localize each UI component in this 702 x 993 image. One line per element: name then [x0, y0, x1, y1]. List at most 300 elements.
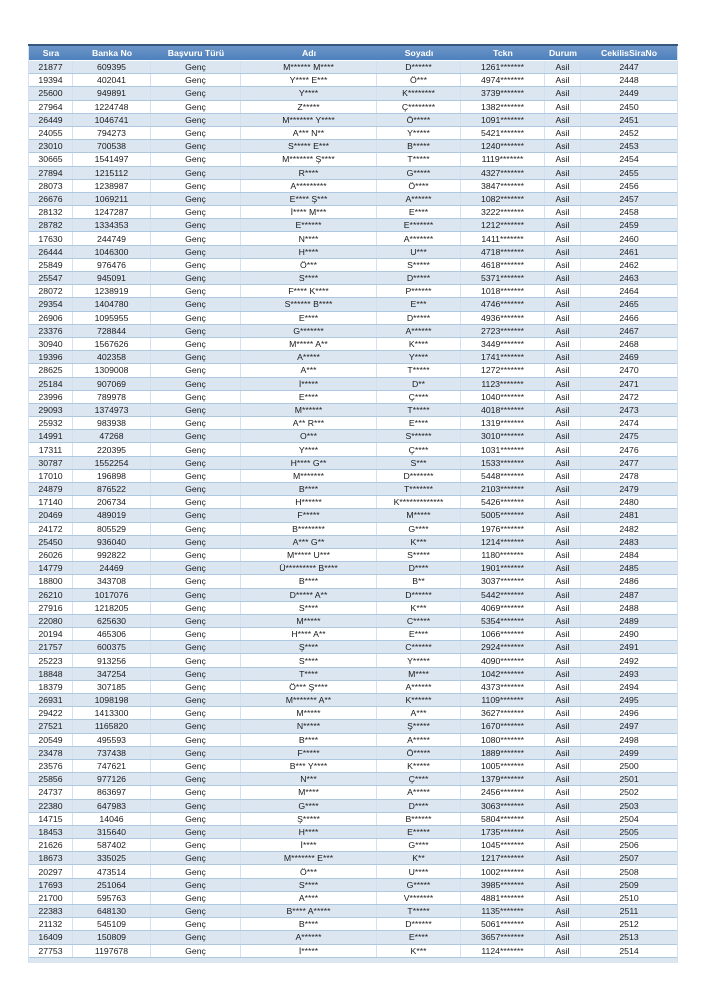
cell-banka_no: 949891 — [73, 87, 151, 99]
table-row — [29, 760, 677, 773]
cell-cekilis_sira_no: 2504 — [619, 813, 639, 824]
cell-soyadi: Ö***** — [377, 747, 461, 759]
cell-soyadi: D**** — [377, 562, 461, 574]
cell-durum: Asil — [545, 443, 581, 455]
table-row — [29, 378, 677, 391]
cell-adi: Ö*** — [241, 865, 377, 877]
cell-cekilis_sira_no: 2466 — [619, 312, 639, 323]
cell-banka_no: 945091 — [73, 272, 151, 284]
cell-soyadi: C****** — [377, 641, 461, 653]
cell-basvuru_turu: Genç — [151, 153, 241, 165]
cell-durum: Asil — [545, 760, 581, 772]
cell-durum: Asil — [545, 140, 581, 152]
cell-cekilis_sira_no: 2468 — [619, 339, 639, 350]
cell-soyadi: A****** — [377, 193, 461, 205]
cell-durum: Asil — [545, 61, 581, 73]
cell-basvuru_turu: Genç — [151, 74, 241, 86]
cell-cekilis_sira_no: 2459 — [619, 220, 639, 231]
table-row — [29, 219, 677, 232]
cell-basvuru_turu: Genç — [151, 140, 241, 152]
cell-adi: B**** — [241, 918, 377, 930]
cell-tckn: 1119******* — [461, 153, 545, 165]
cell-soyadi: Ç******** — [377, 101, 461, 113]
cell-banka_no: 647983 — [73, 800, 151, 812]
table-row — [29, 325, 677, 338]
cell-sira: 27521 — [29, 720, 73, 732]
cell-adi: N***** — [241, 720, 377, 732]
cell-soyadi: M**** — [377, 668, 461, 680]
column-header-cekilis_sira_no: CekilisSiraNo — [600, 47, 657, 58]
cell-banka_no: 976476 — [73, 259, 151, 271]
cell-adi: S****** B**** — [241, 298, 377, 310]
cell-cekilis_sira_no: 2487 — [619, 589, 639, 600]
cell-tckn: 1002******* — [461, 865, 545, 877]
table-row — [29, 536, 677, 549]
cell-soyadi: D****** — [377, 589, 461, 601]
cell-basvuru_turu: Genç — [151, 338, 241, 350]
cell-tckn: 2103******* — [461, 483, 545, 495]
cell-soyadi: D***** — [377, 312, 461, 324]
cell-basvuru_turu: Genç — [151, 127, 241, 139]
cell-cekilis_sira_no: 2505 — [619, 826, 639, 837]
cell-durum: Asil — [545, 312, 581, 324]
cell-soyadi: D**** — [377, 800, 461, 812]
cell-basvuru_turu: Genç — [151, 457, 241, 469]
cell-basvuru_turu: Genç — [151, 931, 241, 943]
cell-adi: M**** — [241, 786, 377, 798]
cell-basvuru_turu: Genç — [151, 641, 241, 653]
cell-cekilis_sira_no: 2451 — [619, 114, 639, 125]
cell-tckn: 1091******* — [461, 114, 545, 126]
cell-soyadi: D****** — [377, 918, 461, 930]
cell-tckn: 4069******* — [461, 602, 545, 614]
cell-banka_no: 876522 — [73, 483, 151, 495]
cell-adi: Ş**** — [241, 641, 377, 653]
cell-banka_no: 747621 — [73, 760, 151, 772]
cell-soyadi: E**** — [377, 931, 461, 943]
cell-adi: H**** G** — [241, 457, 377, 469]
cell-banka_no: 1238987 — [73, 180, 151, 192]
cell-sira: 23996 — [29, 391, 73, 403]
cell-sira: 25547 — [29, 272, 73, 284]
cell-basvuru_turu: Genç — [151, 61, 241, 73]
cell-cekilis_sira_no: 2492 — [619, 655, 639, 666]
cell-basvuru_turu: Genç — [151, 417, 241, 429]
cell-banka_no: 1165820 — [73, 720, 151, 732]
cell-tckn: 3847******* — [461, 180, 545, 192]
cell-durum: Asil — [545, 536, 581, 548]
cell-durum: Asil — [545, 747, 581, 759]
cell-soyadi: Ö**** — [377, 180, 461, 192]
cell-durum: Asil — [545, 470, 581, 482]
cell-tckn: 4936******* — [461, 312, 545, 324]
cell-cekilis_sira_no: 2449 — [619, 88, 639, 99]
cell-cekilis_sira_no: 2469 — [619, 352, 639, 363]
cell-banka_no: 220395 — [73, 443, 151, 455]
cell-banka_no: 206734 — [73, 496, 151, 508]
cell-soyadi: T***** — [377, 905, 461, 917]
cell-banka_no: 789978 — [73, 391, 151, 403]
cell-adi: E**** — [241, 391, 377, 403]
table-body — [29, 61, 677, 958]
cell-basvuru_turu: Genç — [151, 615, 241, 627]
cell-sira: 19396 — [29, 351, 73, 363]
table-row — [29, 641, 677, 654]
cell-durum: Asil — [545, 457, 581, 469]
cell-soyadi: A***** — [377, 786, 461, 798]
cell-tckn: 2924******* — [461, 641, 545, 653]
cell-adi: E**** — [241, 312, 377, 324]
cell-adi: B*** Y**** — [241, 760, 377, 772]
cell-tckn: 3657******* — [461, 931, 545, 943]
cell-soyadi: E******* — [377, 219, 461, 231]
cell-adi: İ***** — [241, 945, 377, 957]
cell-cekilis_sira_no: 2481 — [619, 510, 639, 521]
cell-cekilis_sira_no: 2513 — [619, 932, 639, 943]
cell-banka_no: 465306 — [73, 628, 151, 640]
cell-soyadi: T***** — [377, 364, 461, 376]
cell-soyadi: S*** — [377, 457, 461, 469]
cell-soyadi: Y***** — [377, 654, 461, 666]
cell-banka_no: 1309008 — [73, 364, 151, 376]
cell-sira: 21757 — [29, 641, 73, 653]
cell-basvuru_turu: Genç — [151, 87, 241, 99]
cell-banka_no: 1374973 — [73, 404, 151, 416]
cell-cekilis_sira_no: 2485 — [619, 563, 639, 574]
cell-adi: A**** — [241, 892, 377, 904]
cell-cekilis_sira_no: 2477 — [619, 457, 639, 468]
cell-adi: Ü********* B**** — [241, 562, 377, 574]
cell-cekilis_sira_no: 2506 — [619, 840, 639, 851]
table-row — [29, 575, 677, 588]
cell-sira: 21132 — [29, 918, 73, 930]
cell-cekilis_sira_no: 2461 — [619, 246, 639, 257]
cell-basvuru_turu: Genç — [151, 694, 241, 706]
cell-soyadi: M***** — [377, 509, 461, 521]
cell-sira: 26906 — [29, 312, 73, 324]
cell-durum: Asil — [545, 549, 581, 561]
cell-adi: B**** — [241, 734, 377, 746]
cell-durum: Asil — [545, 681, 581, 693]
table-row — [29, 523, 677, 536]
cell-sira: 18453 — [29, 826, 73, 838]
cell-basvuru_turu: Genç — [151, 523, 241, 535]
cell-adi: E**** Ş*** — [241, 193, 377, 205]
cell-cekilis_sira_no: 2467 — [619, 325, 639, 336]
cell-tckn: 5442******* — [461, 589, 545, 601]
table-row — [29, 351, 677, 364]
cell-sira: 30787 — [29, 457, 73, 469]
cell-durum: Asil — [545, 575, 581, 587]
cell-sira: 25856 — [29, 773, 73, 785]
cell-adi: İ**** — [241, 839, 377, 851]
cell-cekilis_sira_no: 2484 — [619, 550, 639, 561]
cell-tckn: 3037******* — [461, 575, 545, 587]
cell-adi: B**** — [241, 483, 377, 495]
cell-tckn: 1180******* — [461, 549, 545, 561]
cell-durum: Asil — [545, 562, 581, 574]
cell-cekilis_sira_no: 2514 — [619, 945, 639, 956]
cell-soyadi: K*** — [377, 945, 461, 957]
cell-cekilis_sira_no: 2479 — [619, 484, 639, 495]
cell-banka_no: 1218205 — [73, 602, 151, 614]
cell-adi: M***** — [241, 615, 377, 627]
cell-basvuru_turu: Genç — [151, 826, 241, 838]
cell-tckn: 2456******* — [461, 786, 545, 798]
cell-tckn: 3739******* — [461, 87, 545, 99]
column-header-tckn: Tckn — [493, 47, 513, 58]
cell-sira: 27894 — [29, 167, 73, 179]
cell-banka_no: 335025 — [73, 852, 151, 864]
cell-banka_no: 489019 — [73, 509, 151, 521]
table-row — [29, 628, 677, 641]
cell-adi: M******* Y**** — [241, 114, 377, 126]
cell-tckn: 1382******* — [461, 101, 545, 113]
cell-soyadi: D***** — [377, 272, 461, 284]
cell-banka_no: 495593 — [73, 734, 151, 746]
cell-soyadi: E**** — [377, 628, 461, 640]
cell-soyadi: Y***** — [377, 127, 461, 139]
cell-adi: M******* Ş**** — [241, 153, 377, 165]
cell-tckn: 1217******* — [461, 852, 545, 864]
cell-sira: 26931 — [29, 694, 73, 706]
cell-basvuru_turu: Genç — [151, 918, 241, 930]
cell-soyadi: B***** — [377, 140, 461, 152]
cell-soyadi: Ç**** — [377, 391, 461, 403]
cell-cekilis_sira_no: 2512 — [619, 919, 639, 930]
cell-durum: Asil — [545, 351, 581, 363]
cell-adi: Y**** E*** — [241, 74, 377, 86]
cell-banka_no: 983938 — [73, 417, 151, 429]
cell-sira: 25223 — [29, 654, 73, 666]
cell-durum: Asil — [545, 378, 581, 390]
cell-banka_no: 1017076 — [73, 589, 151, 601]
cell-basvuru_turu: Genç — [151, 378, 241, 390]
cell-tckn: 5426******* — [461, 496, 545, 508]
cell-soyadi: Ö*** — [377, 74, 461, 86]
cell-soyadi: E**** — [377, 206, 461, 218]
cell-basvuru_turu: Genç — [151, 232, 241, 244]
cell-tckn: 1080******* — [461, 734, 545, 746]
cell-durum: Asil — [545, 325, 581, 337]
table-row — [29, 945, 677, 958]
cell-cekilis_sira_no: 2476 — [619, 444, 639, 455]
cell-sira: 28073 — [29, 180, 73, 192]
table-row — [29, 114, 677, 127]
cell-tckn: 1124******* — [461, 945, 545, 957]
table-row — [29, 852, 677, 865]
column-header-durum: Durum — [549, 47, 577, 58]
cell-banka_no: 907069 — [73, 378, 151, 390]
cell-sira: 22383 — [29, 905, 73, 917]
cell-adi: D***** A** — [241, 589, 377, 601]
cell-cekilis_sira_no: 2491 — [619, 642, 639, 653]
table-row — [29, 800, 677, 813]
cell-tckn: 1319******* — [461, 417, 545, 429]
cell-basvuru_turu: Genç — [151, 589, 241, 601]
cell-soyadi: K*** — [377, 602, 461, 614]
cell-sira: 30665 — [29, 153, 73, 165]
cell-cekilis_sira_no: 2489 — [619, 615, 639, 626]
cell-soyadi: K*** — [377, 536, 461, 548]
cell-banka_no: 1334353 — [73, 219, 151, 231]
cell-basvuru_turu: Genç — [151, 364, 241, 376]
cell-tckn: 1018******* — [461, 285, 545, 297]
cell-sira: 19394 — [29, 74, 73, 86]
cell-soyadi: A****** — [377, 325, 461, 337]
cell-sira: 18379 — [29, 681, 73, 693]
cell-sira: 17010 — [29, 470, 73, 482]
cell-adi: A****** — [241, 931, 377, 943]
cell-tckn: 3063******* — [461, 800, 545, 812]
cell-banka_no: 315640 — [73, 826, 151, 838]
cell-adi: A***** — [241, 351, 377, 363]
table-row — [29, 654, 677, 667]
cell-banka_no: 863697 — [73, 786, 151, 798]
cell-sira: 21626 — [29, 839, 73, 851]
cell-cekilis_sira_no: 2509 — [619, 879, 639, 890]
cell-basvuru_turu: Genç — [151, 773, 241, 785]
cell-basvuru_turu: Genç — [151, 536, 241, 548]
cell-banka_no: 1069211 — [73, 193, 151, 205]
cell-basvuru_turu: Genç — [151, 101, 241, 113]
cell-sira: 23010 — [29, 140, 73, 152]
cell-adi: H****** — [241, 496, 377, 508]
cell-durum: Asil — [545, 865, 581, 877]
cell-basvuru_turu: Genç — [151, 259, 241, 271]
cell-basvuru_turu: Genç — [151, 707, 241, 719]
cell-sira: 25849 — [29, 259, 73, 271]
cell-durum: Asil — [545, 879, 581, 891]
table-row — [29, 931, 677, 944]
cell-cekilis_sira_no: 2452 — [619, 128, 639, 139]
cell-adi: H**** — [241, 826, 377, 838]
cell-sira: 28625 — [29, 364, 73, 376]
cell-sira: 30940 — [29, 338, 73, 350]
cell-cekilis_sira_no: 2508 — [619, 866, 639, 877]
cell-soyadi: E**** — [377, 417, 461, 429]
table-row — [29, 813, 677, 826]
cell-tckn: 1082******* — [461, 193, 545, 205]
cell-sira: 26444 — [29, 246, 73, 258]
cell-sira: 22380 — [29, 800, 73, 812]
table-row — [29, 905, 677, 918]
cell-adi: A** R*** — [241, 417, 377, 429]
cell-adi: N*** — [241, 773, 377, 785]
header-row — [29, 46, 677, 61]
cell-soyadi: T***** — [377, 404, 461, 416]
cell-adi: T**** — [241, 668, 377, 680]
cell-banka_no: 1247287 — [73, 206, 151, 218]
cell-durum: Asil — [545, 892, 581, 904]
cell-tckn: 5061******* — [461, 918, 545, 930]
cell-basvuru_turu: Genç — [151, 602, 241, 614]
cell-adi: M***** — [241, 707, 377, 719]
table-row — [29, 615, 677, 628]
cell-tckn: 1109******* — [461, 694, 545, 706]
cell-cekilis_sira_no: 2510 — [619, 892, 639, 903]
cell-durum: Asil — [545, 404, 581, 416]
cell-tckn: 3449******* — [461, 338, 545, 350]
cell-banka_no: 14046 — [73, 813, 151, 825]
cell-sira: 27964 — [29, 101, 73, 113]
cell-banka_no: 595763 — [73, 892, 151, 904]
cell-tckn: 1042******* — [461, 668, 545, 680]
cell-banka_no: 1552254 — [73, 457, 151, 469]
cell-durum: Asil — [545, 720, 581, 732]
cell-cekilis_sira_no: 2473 — [619, 404, 639, 415]
cell-cekilis_sira_no: 2478 — [619, 470, 639, 481]
table-row — [29, 443, 677, 456]
cell-soyadi: B****** — [377, 813, 461, 825]
cell-basvuru_turu: Genç — [151, 720, 241, 732]
cell-adi: S**** — [241, 879, 377, 891]
cell-soyadi: V******* — [377, 892, 461, 904]
cell-tckn: 3222******* — [461, 206, 545, 218]
cell-durum: Asil — [545, 193, 581, 205]
cell-tckn: 4373******* — [461, 681, 545, 693]
cell-sira: 28132 — [29, 206, 73, 218]
cell-banka_no: 1095955 — [73, 312, 151, 324]
cell-sira: 26210 — [29, 589, 73, 601]
cell-banka_no: 936040 — [73, 536, 151, 548]
cell-durum: Asil — [545, 259, 581, 271]
cell-sira: 20469 — [29, 509, 73, 521]
cell-cekilis_sira_no: 2500 — [619, 761, 639, 772]
cell-sira: 18848 — [29, 668, 73, 680]
cell-cekilis_sira_no: 2450 — [619, 101, 639, 112]
cell-basvuru_turu: Genç — [151, 114, 241, 126]
cell-banka_no: 196898 — [73, 470, 151, 482]
cell-soyadi: U**** — [377, 865, 461, 877]
cell-durum: Asil — [545, 87, 581, 99]
table-row — [29, 140, 677, 153]
cell-durum: Asil — [545, 945, 581, 957]
table-row — [29, 865, 677, 878]
cell-sira: 20297 — [29, 865, 73, 877]
cell-durum: Asil — [545, 338, 581, 350]
column-header-sira: Sıra — [42, 47, 60, 58]
cell-adi: S**** — [241, 602, 377, 614]
cell-adi: A*** G** — [241, 536, 377, 548]
column-header-adi: Adı — [302, 47, 316, 58]
table-row — [29, 430, 677, 443]
cell-banka_no: 625630 — [73, 615, 151, 627]
cell-cekilis_sira_no: 2472 — [619, 391, 639, 402]
cell-sira: 14991 — [29, 430, 73, 442]
cell-adi: B******** — [241, 523, 377, 535]
cell-soyadi: Y**** — [377, 351, 461, 363]
cell-basvuru_turu: Genç — [151, 167, 241, 179]
cell-soyadi: S****** — [377, 430, 461, 442]
cell-cekilis_sira_no: 2483 — [619, 536, 639, 547]
cell-banka_no: 1046300 — [73, 246, 151, 258]
cell-adi: Ş***** — [241, 813, 377, 825]
table-row — [29, 470, 677, 483]
cell-tckn: 1261******* — [461, 61, 545, 73]
cell-adi: H**** — [241, 246, 377, 258]
cell-tckn: 5005******* — [461, 509, 545, 521]
cell-soyadi: A***** — [377, 734, 461, 746]
table-bottom-stripe — [28, 958, 678, 963]
cell-sira: 17140 — [29, 496, 73, 508]
cell-sira: 24172 — [29, 523, 73, 535]
table-row — [29, 246, 677, 259]
cell-soyadi: K************* — [377, 496, 461, 508]
cell-durum: Asil — [545, 167, 581, 179]
table-row — [29, 839, 677, 852]
cell-durum: Asil — [545, 364, 581, 376]
